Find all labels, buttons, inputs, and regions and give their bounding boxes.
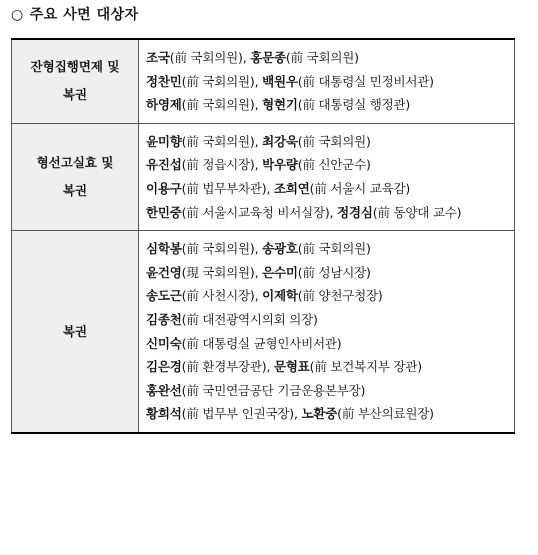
person-role: (前 서울시 교육감) <box>309 180 411 196</box>
person-role: (前 국회의원) <box>297 133 371 149</box>
person-line <box>146 355 514 379</box>
person-role: (前 대통령실 민정비서관) <box>297 73 434 89</box>
person-role: (現 국회의원), <box>181 264 263 280</box>
circle-bullet-icon: ○ <box>11 7 24 23</box>
person-name: 백원우 <box>262 73 298 89</box>
person-name: 형현기 <box>262 97 298 113</box>
person-line <box>146 93 514 117</box>
person-name: 윤미향 <box>146 133 182 149</box>
person-name: 유진섭 <box>146 157 182 173</box>
person-role: (前 국회의원) <box>297 241 371 257</box>
person-role: (前 양천구청장) <box>297 288 383 304</box>
person-role: (前 국회의원), <box>169 50 251 65</box>
person-name: 이제학 <box>262 288 298 304</box>
person-name: 정경심 <box>337 204 373 220</box>
person-role: (前 대통령실 균형인사비서관) <box>181 335 342 351</box>
category-cell <box>12 39 139 123</box>
category-cell <box>12 123 139 230</box>
person-name: 홍완선 <box>146 382 182 398</box>
category-label: 복권 <box>62 87 88 103</box>
person-name: 심학봉 <box>146 241 182 257</box>
person-name: 신미숙 <box>146 335 182 351</box>
table-row <box>12 231 515 433</box>
category-label: 형선고실효 및 <box>36 154 114 170</box>
person-name: 정찬민 <box>146 73 182 89</box>
person-role: (前 정읍시장), <box>181 157 263 173</box>
person-line <box>146 70 514 94</box>
person-name: 김은경 <box>146 359 182 375</box>
person-name: 조국 <box>146 50 170 65</box>
person-name: 이용구 <box>146 180 182 196</box>
person-name: 문형표 <box>274 359 310 375</box>
person-role: (前 국회의원), <box>181 133 263 149</box>
person-name: 윤건영 <box>146 264 182 280</box>
person-role: (前 국민연금공단 기금운용본부장) <box>181 382 366 398</box>
category-label: 복권 <box>62 182 88 198</box>
person-name: 송광호 <box>262 241 298 257</box>
person-line <box>146 261 514 285</box>
person-name: 박우량 <box>262 157 298 173</box>
person-line <box>146 284 514 308</box>
pardon-table <box>11 38 515 434</box>
people-cell <box>139 39 515 123</box>
person-role: (前 환경부장관), <box>181 359 274 375</box>
person-role: (前 신안군수) <box>297 157 371 173</box>
person-role: (前 동양대 교수) <box>372 204 462 220</box>
person-name: 조희연 <box>274 180 310 196</box>
person-role: (前 사천시장), <box>181 288 263 304</box>
person-role: (前 대통령실 행정관) <box>297 97 411 113</box>
person-line <box>146 308 514 332</box>
person-role: (前 국회의원) <box>285 50 359 65</box>
person-line <box>146 177 514 201</box>
person-role: (前 국회의원), <box>181 73 263 89</box>
person-name: 최강욱 <box>262 133 298 149</box>
person-line <box>146 402 514 426</box>
section-heading <box>11 4 139 24</box>
people-cell <box>139 123 515 230</box>
person-line <box>146 46 514 70</box>
person-role: (前 성남시장) <box>297 264 371 280</box>
person-name: 송도근 <box>146 288 182 304</box>
category-cell <box>12 231 139 433</box>
person-name: 김종천 <box>146 311 182 327</box>
person-line <box>146 153 514 177</box>
person-role: (前 대전광역시의회 의장) <box>181 311 318 327</box>
person-line <box>146 130 514 154</box>
category-label: 복권 <box>62 323 88 339</box>
people-cell <box>139 231 515 433</box>
person-line <box>146 379 514 403</box>
table-row <box>12 123 515 230</box>
person-name: 황희석 <box>146 406 182 422</box>
person-role: (前 국회의원), <box>181 97 263 113</box>
table-row <box>12 39 515 123</box>
person-line <box>146 201 514 225</box>
person-role: (前 국회의원), <box>181 241 263 257</box>
person-line <box>146 332 514 356</box>
person-name: 하영제 <box>146 97 182 113</box>
person-role: (前 부산의료원장) <box>337 406 434 422</box>
person-role: (前 법무부차관), <box>181 180 274 196</box>
person-name: 한민중 <box>146 204 182 220</box>
person-role: (前 보건복지부 장관) <box>309 359 422 375</box>
category-label: 잔형집행면제 및 <box>30 59 120 75</box>
person-role: (前 서울시교육청 비서실장), <box>181 204 338 220</box>
section-title: 주요 사면 대상자 <box>29 7 139 23</box>
person-line <box>146 237 514 261</box>
person-name: 은수미 <box>262 264 298 280</box>
person-name: 노환중 <box>301 406 338 422</box>
person-name: 홍문종 <box>250 50 286 65</box>
person-role: (前 법무부 인권국장), <box>181 406 302 422</box>
